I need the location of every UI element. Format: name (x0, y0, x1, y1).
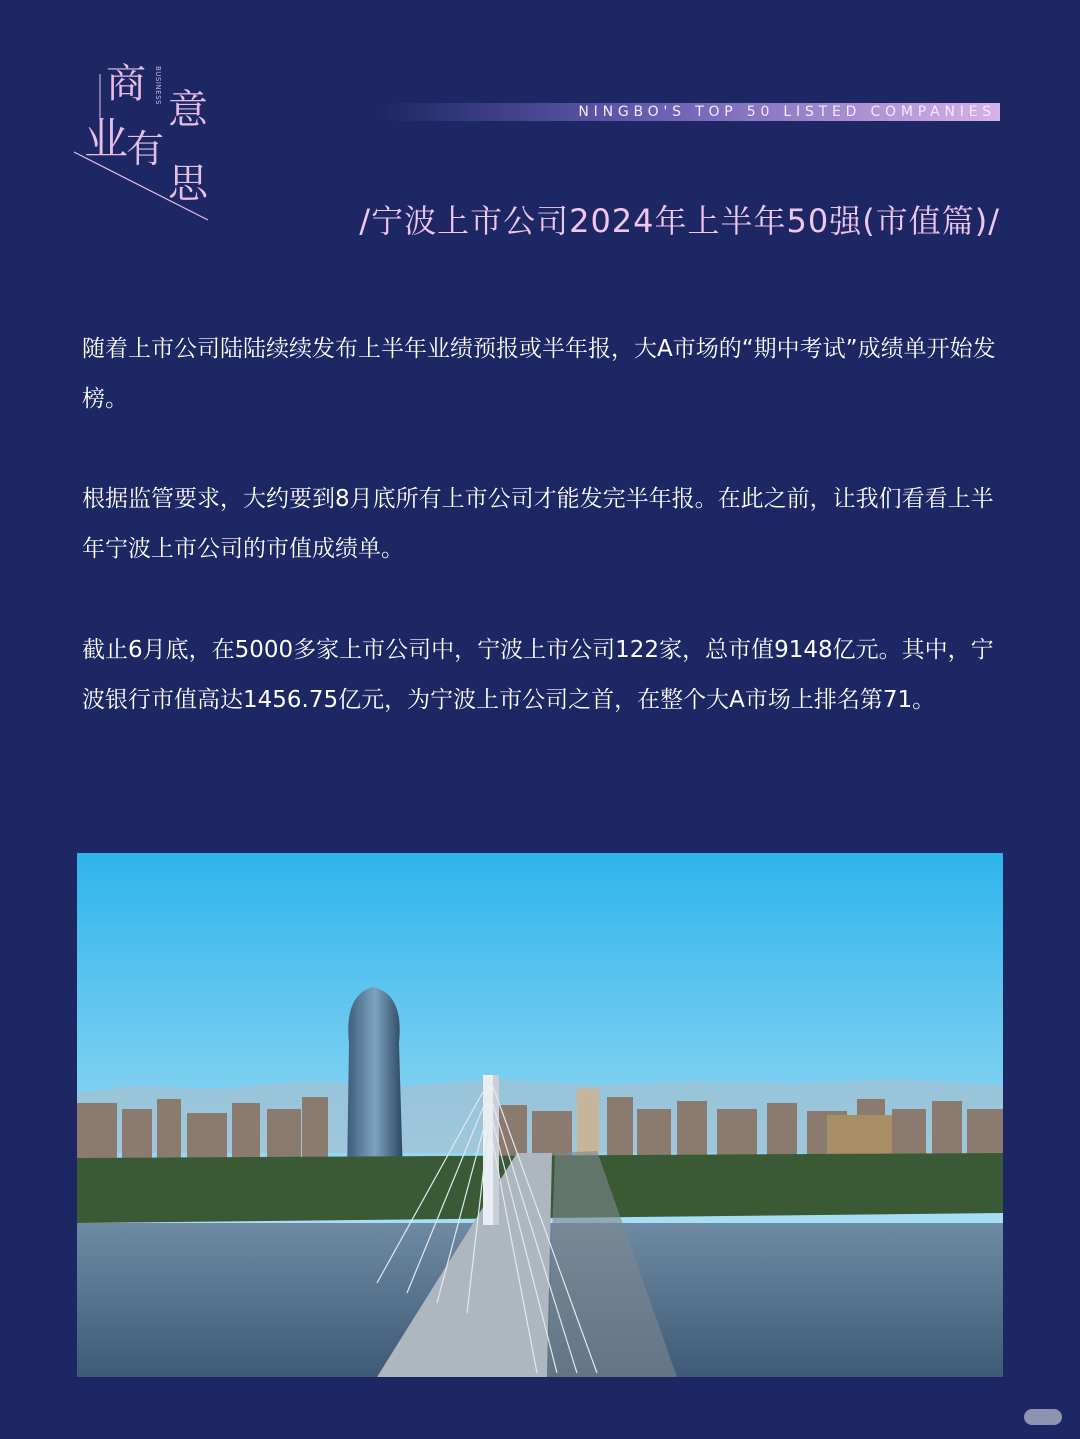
logo-char-shang: 商 (106, 61, 146, 107)
paragraph-2: 根据监管要求，大约要到8月底所有上市公司才能发完半年报。在此之前，让我们看看上半年宁波上市公司的市值成绩单。 (82, 486, 994, 562)
page-title: /宁波上市公司2024年上半年50强(市值篇)/ (359, 202, 1000, 240)
brand-logo (70, 60, 220, 230)
city-bridge-photo (77, 853, 1003, 1377)
city-bridge-illustration (77, 853, 1003, 1377)
paragraph-1: 随着上市公司陆陆续续发布上半年业绩预报或半年报，大A市场的“期中考试”成绩单开始发榜。 (82, 336, 996, 412)
logo-char-ye: 业 (84, 114, 128, 165)
logo-tiny-text: BUSINESS (154, 66, 162, 105)
logo-char-si: 思 (168, 161, 208, 207)
logo-char-yi: 意 (168, 87, 208, 133)
paragraph-3: 截止6月底，在5000多家上市公司中，宁波上市公司122家，总市值9148亿元。其中，宁波银行市值高达1456.75亿元，为宁波上市公司之首，在整个大A市场上排名第71。 (82, 637, 994, 713)
title-banner (378, 103, 1000, 121)
watermark-badge (1024, 1409, 1062, 1425)
logo-char-you: 有 (126, 127, 165, 171)
banner-text: NINGBO'S TOP 50 LISTED COMPANIES (578, 104, 996, 120)
